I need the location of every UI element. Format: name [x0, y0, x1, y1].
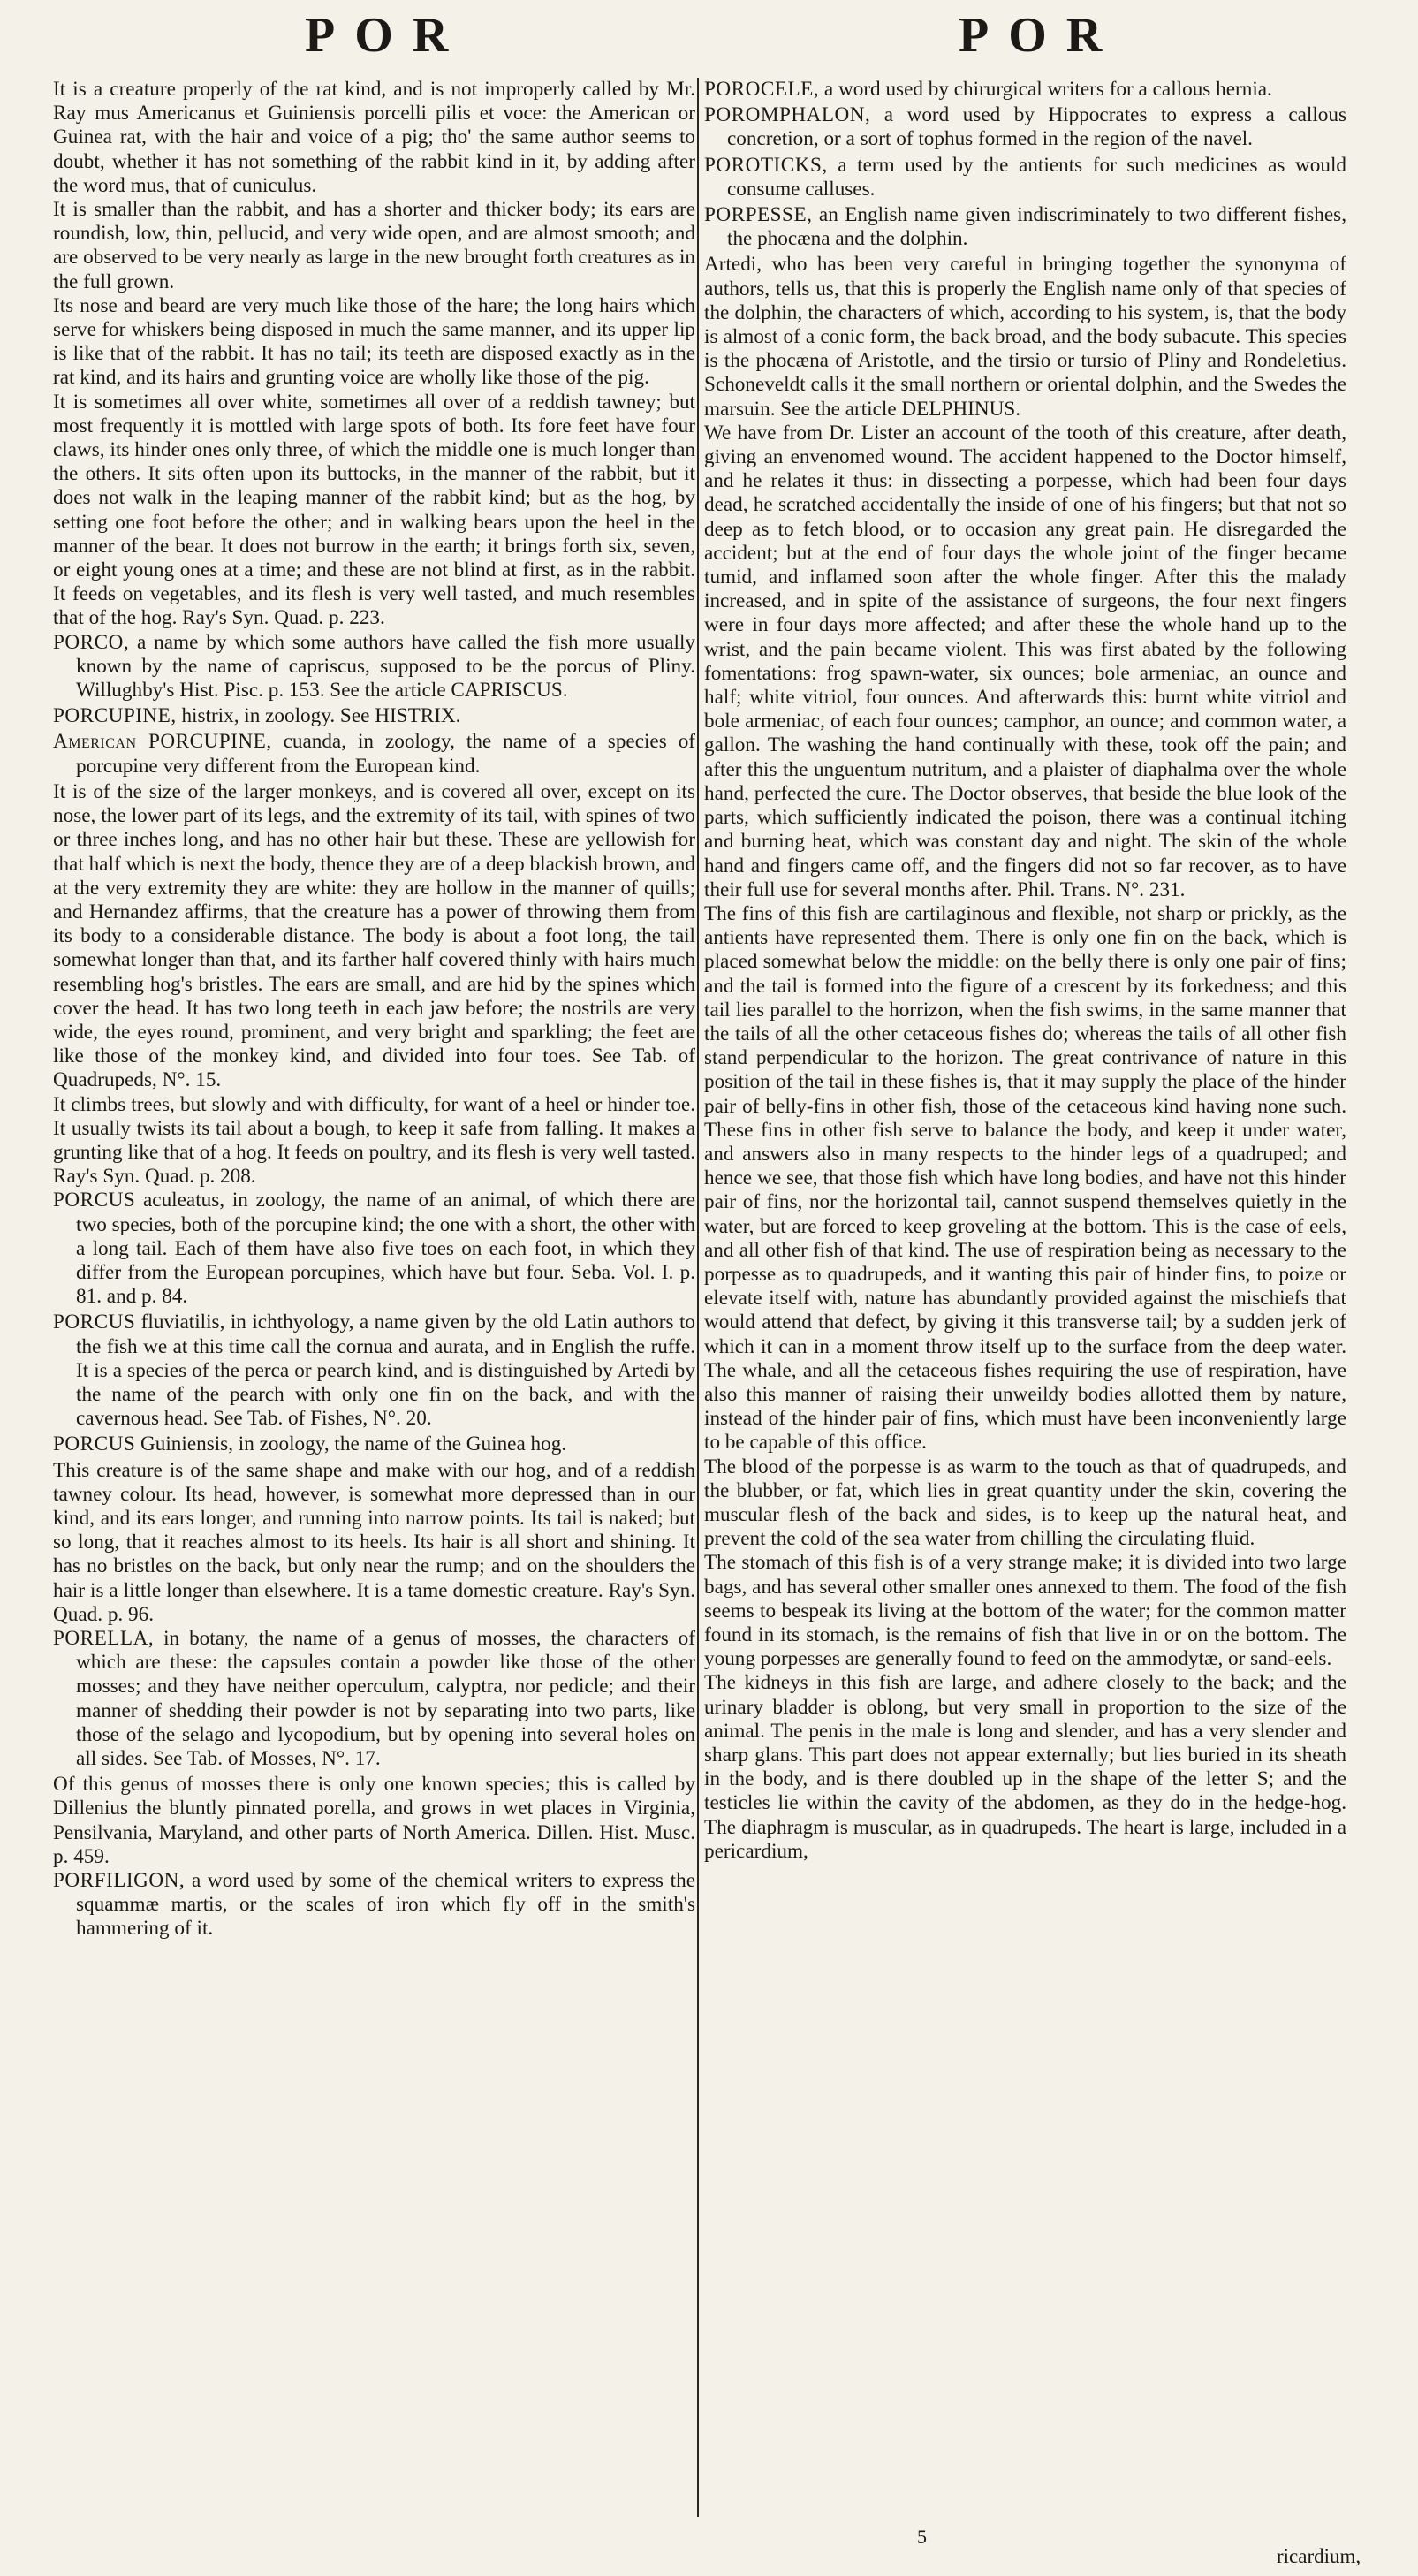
entry-text: a term used by the antients for such medicines as would consume calluses. — [727, 153, 1346, 201]
entry-text: Its nose and beard are very much like those of the hare; the long hairs which serve for whiskers being disposed in much the same manner, and its upper lip is like that of the rabbit. It has no tail; its teeth are disposed exactly as in the rat kind, and its hairs and grunting voice are wholly like those of the pig. — [53, 293, 695, 390]
entry-paragraph — [53, 78, 695, 198]
entry-text: Guiniensis, in zoology, the name of the Guinea hog. — [135, 1432, 567, 1456]
running-head-right: POR — [959, 8, 1122, 63]
dictionary-entry — [53, 1869, 695, 1941]
dictionary-entry — [53, 1432, 695, 1456]
column-rule — [697, 78, 699, 2517]
left-column — [53, 78, 695, 2499]
entry-text: It is smaller than the rabbit, and has a shorter and thicker body; its ears are roundish, low, thin, pellucid, and very wide open, and are almost smooth; and are observed to be very nearly as large in the new brought forth creatures as in the full grown. — [53, 198, 695, 293]
entry-headword: POROMPHALON, — [704, 103, 871, 127]
entry-text: It climbs trees, but slowly and with difficulty, for want of a heel or hinder toe. It usually twists its tail about a bough, to keep it safe from falling. It makes a grunting like that of a hog. It feeds on poultry, and its flesh is very well tasted. Ray's Syn. Quad. p. 208. — [53, 1092, 695, 1189]
dictionary-entry — [53, 631, 695, 703]
signature-mark: 5 — [917, 2526, 927, 2548]
dictionary-entry — [704, 203, 1346, 251]
entry-paragraph — [53, 294, 695, 391]
entry-headword: PORCUS — [53, 1189, 136, 1212]
dictionary-entry — [704, 78, 1346, 102]
entry-headword: PORPESSE, — [704, 203, 813, 227]
entry-headword: POROTICKS, — [704, 153, 828, 177]
entry-headword: POROCELE, — [704, 78, 820, 101]
entry-paragraph — [53, 391, 695, 631]
entry-paragraph — [704, 902, 1346, 1455]
entry-paragraph — [53, 1459, 695, 1627]
dictionary-entry — [53, 1311, 695, 1431]
entry-text: a name by which some authors have called the fish more usually known by the name of capriscus, supposed to be the porcus of Pliny. Willughby's Hist. Pisc. p. 153. See the article CAPRISCUS. — [76, 630, 695, 703]
entry-paragraph — [704, 253, 1346, 421]
entry-text: We have from Dr. Lister an account of the tooth of this creature, after death, giving an envenomed wound. The accident happened to the Doctor himself, and he relates it thus: in dissecting a porpesse, which had been four days dead, he scratched accidentally the inside of one of his fingers; but that not so deep as to fetch blood, or to occasion any great pain. He disregarded the accident; but at the end of four days the whole joint of the finger became tumid, and inflamed soon after the whole finger. After this the malady increased, and in spite of the assistance of surgeons, the four next fingers were in four days more affected; and after these the whole hand up to the wrist, and the pain became violent. This was first abated by the following fomentations: frog spawn-water, six ounces; bole armeniac, an ounce and half; white vitriol, four ounces. And afterwards this: burnt white vitriol and bole armeniac, of each four ounces; camphor, an ounce; and common water, a gallon. The washing the hand continually with these, took off the pain; and after this the unguentum nutritum, and a plaister of diaphalma over the whole hand, perfected the cure. The Doctor observes, that beside the blue look of the parts, which sufficiently indicated the poison, there was a continual itching and burning heat, which was constant day and night. The skin of the whole hand and fingers came off, and the fingers did not so far recover, as to have their full use for several months after. Phil. Trans. N°. 231. — [704, 421, 1346, 901]
entry-text: It is of the size of the larger monkeys, and is covered all over, except on its nose, the lower part of its legs, and the extremity of its tail, with spines of two or three inches long, and has no other hair but these. These are yellowish for that half which is next the body, thence they are of a deep blackish brown, and at the very extremity they are white: they are hollow in the manner of quills; and Hernandez affirms, that the creature has a power of throwing them from its body to a considerable distance. The body is about a foot long, the tail somewhat longer than that, and its farther half covered thinly with hairs much resembling hog's bristles. The ears are small, and are hid by the spines which cover the head. It has two long teeth in each jaw before; the nostrils are very wide, the eyes round, prominent, and very bright and sparkling; the feet are like those of the monkey kind, and divided into four toes. See Tab. of Quadrupeds, N°. 15. — [53, 779, 695, 1092]
dictionary-entry — [53, 1627, 695, 1771]
entry-headword: PORCUPINE, — [53, 704, 177, 728]
entry-text: It is sometimes all over white, sometimes all over of a reddish tawney; but most frequently it is mottled with large spots of both. Its fore feet have four claws, its hinder ones only three, of which the middle one is much longer than the others. It sits often upon its buttocks, in the manner of the rabbit, but it does not walk in the leaping manner of the rabbit kind; but as the hog, by setting one foot before the other; and in walking bears upon the heel in the manner of the bear. It does not burrow in the earth; it brings forth six, seven, or eight young ones at a time; and these are not blind at first, as in the rabbit. It feeds on vegetables, and its flesh is very well tasted, and much resembles that of the hog. Ray's Syn. Quad. p. 223. — [53, 390, 695, 630]
entry-paragraph — [704, 1671, 1346, 1864]
entry-text: The stomach of this fish is of a very strange make; it is divided into two large bags, and has several other smaller ones annexed to them. The food of the fish seems to bespeak its living at the bottom of the water; for the common matter found in its stomach, is the remains of fish that live in or on the bottom. The young porpesses are generally found to feed on the ammodytæ, or sand-eels. — [704, 1551, 1346, 1671]
dictionary-entry — [53, 1189, 695, 1309]
entry-text: a word used by Hippocrates to express a callous concretion, or a sort of tophus formed in the region of the navel. — [727, 103, 1346, 151]
entry-headword: PORFILIGON, — [53, 1869, 186, 1893]
entry-paragraph — [704, 1455, 1346, 1552]
entry-paragraph — [53, 1773, 695, 1869]
entry-paragraph — [53, 1093, 695, 1189]
entry-text: a word used by chirurgical writers for a callous hernia. — [819, 78, 1272, 101]
entry-text: The kidneys in this fish are large, and adhere closely to the back; and the urinary bladder is oblong, but very small in proportion to the size of the animal. The penis in the male is long and slender, and has a very slender and sharp glans. This part does not appear externally; but lies buried in its sheath in the body, and is there doubled up in the shape of the letter S; and the testicles lie within the cavity of the abdomen, as they do in the hedge-hog. The diaphragm is muscular, as in quadrupeds. The heart is large, included in a pericardium, — [704, 1671, 1346, 1863]
entry-headword: PORELLA, — [53, 1627, 155, 1650]
entry-headword: PORCUS — [53, 1311, 136, 1334]
dictionary-entry — [704, 154, 1346, 201]
dictionary-entry — [53, 730, 695, 778]
entry-text: cuanda, in zoology, the name of a species of porcupine very different from the European kind. — [76, 730, 695, 778]
entry-paragraph — [704, 422, 1346, 902]
entry-text: Of this genus of mosses there is only one known species; this is called by Dillenius the bluntly pinnated porella, and grows in wet places in Virginia, Pensilvania, Maryland, and other parts of North America. Dillen. Hist. Musc. p. 459. — [53, 1773, 695, 1868]
dictionary-entry — [704, 103, 1346, 151]
entry-headword: American PORCUPINE, — [53, 730, 272, 754]
entry-text: Artedi, who has been very careful in bringing together the synonyma of authors, tells us, that this is properly the English name only of that species of the dolphin, the characters of which, according to his system, is, that the body is almost of a conic form, the back broad, and the body subacute. This species is the phocæna of Aristotle, and the tirsio or tursio of Pliny and Rondeletius. Schoneveldt calls it the small northern or oriental dolphin, and the Swedes the marsuin. See the article DELPHINUS. — [704, 253, 1346, 421]
entry-text: in botany, the name of a genus of mosses, the characters of which are these: the capsules contain a powder like those of the other mosses; and they have neither operculum, calyptra, nor pedicle; and their manner of shedding their powder is not by separating into two parts, like those of the selago and lycopodium, but by opening into several holes on all sides. See Tab. of Mosses, N°. 17. — [76, 1627, 695, 1771]
running-head-left: POR — [305, 8, 468, 63]
entry-text: The fins of this fish are cartilaginous and flexible, not sharp or prickly, as the antients have represented them. There is only one fin on the back, which is placed somewhat below the middle: on the belly there is only one pair of fins; and the tail is formed into the figure of a crescent by its forkedness; and this tail lies parallel to the horrizon, when the fish swims, in the same manner that the tails of all the other cetaceous fishes do; whereas the tails of all other fish stand perpendicular to the horizon. The great contrivance of nature in this position of the tail in these fishes is, that it may supply the place of the hinder pair of belly-fins in other fish, those of the cetaceous kind having none such. These fins in other fish serve to balance the body, and keep it under water, and answers also in many respects to the hinder legs of a quadruped; and hence we see, that those fish which have long bodies, and have not this hinder pair of fins, nor the horizontal tail, cannot suspend themselves quietly in the water, but are forced to keep groveling at the bottom. This is the case of eels, and all other fish of that kind. The use of respiration being as necessary to the porpesse as to quadrupeds, and it wanting this pair of hinder fins, to poize or elevate itself with, nature has abundantly provided against the mischiefs that would attend that defect, by giving it this transverse tail; by a sudden jerk of which it can in a moment throw itself up to the surface from the deep water. The whale, and all the cetaceous fishes requiring the use of respiration, have also this manner of raising their unweildy bodies allotted them by nature, instead of the hinder pair of fins, which must have been inconveniently large to be capable of this office. — [704, 901, 1346, 1455]
entry-paragraph — [704, 1551, 1346, 1671]
entry-paragraph — [53, 198, 695, 294]
entry-text: It is a creature properly of the rat kind, and is not improperly called by Mr. Ray mus Americanus et Guiniensis porcelli pilis et voce: the American or Guinea rat, with the hair and voice of a pig; tho' the same author seems to doubt, whether it has not something of the rabbit kind in it, by adding after the word mus, that of cuniculus. — [53, 78, 695, 197]
entry-text: aculeatus, in zoology, the name of an animal, of which there are two species, both of the porcupine kind; the one with a short, the other with a long tail. Each of them have also five toes on each foot, in which they differ from the European porcupines, which have but four. Seba. Vol. I. p. 81. and p. 84. — [76, 1189, 695, 1309]
entry-text: an English name given indiscriminately to two different fishes, the phocæna and the dolphin. — [727, 203, 1346, 251]
entry-text: The blood of the porpesse is as warm to the touch as that of quadrupeds, and the blubber, or fat, which lies in great quantity under the skin, covering the muscular flesh of the back and sides, is to keep up the natural heat, and prevent the cold of the sea water from chilling the circulating fluid. — [704, 1455, 1346, 1551]
entry-paragraph — [53, 780, 695, 1093]
entry-text: fluviatilis, in ichthyology, a name given by the old Latin authors to the fish we at this time call the cornua and aurata, and in English the ruffe. It is a species of the perca or pearch kind, and is distinguished by Artedi by the name of the pearch with only one fin on the back, and with the cavernous head. See Tab. of Fishes, N°. 20. — [76, 1311, 695, 1431]
right-column — [704, 78, 1346, 2499]
dictionary-entry — [53, 704, 695, 728]
catchword: ricardium, — [1277, 2545, 1361, 2567]
entry-text: a word used by some of the chemical writers to express the squammæ martis, or the scales of iron which fly off in the smith's hammering of it. — [76, 1869, 695, 1941]
entry-headword: PORCO, — [53, 630, 130, 654]
entry-headword: PORCUS — [53, 1432, 136, 1456]
entry-text: histrix, in zoology. See HISTRIX. — [176, 704, 461, 728]
entry-text: This creature is of the same shape and make with our hog, and of a reddish tawney colour. Its head, however, is somewhat more depressed than in our kind, and its ears longer, and running into narrow points. Its tail is naked; but so long, that it reaches almost to its heels. Its hair is all short and shining. It has no bristles on the back, but only near the rump; and on the shoulders the hair is a little longer than elsewhere. It is a tame domestic creature. Ray's Syn. Quad. p. 96. — [53, 1458, 695, 1626]
